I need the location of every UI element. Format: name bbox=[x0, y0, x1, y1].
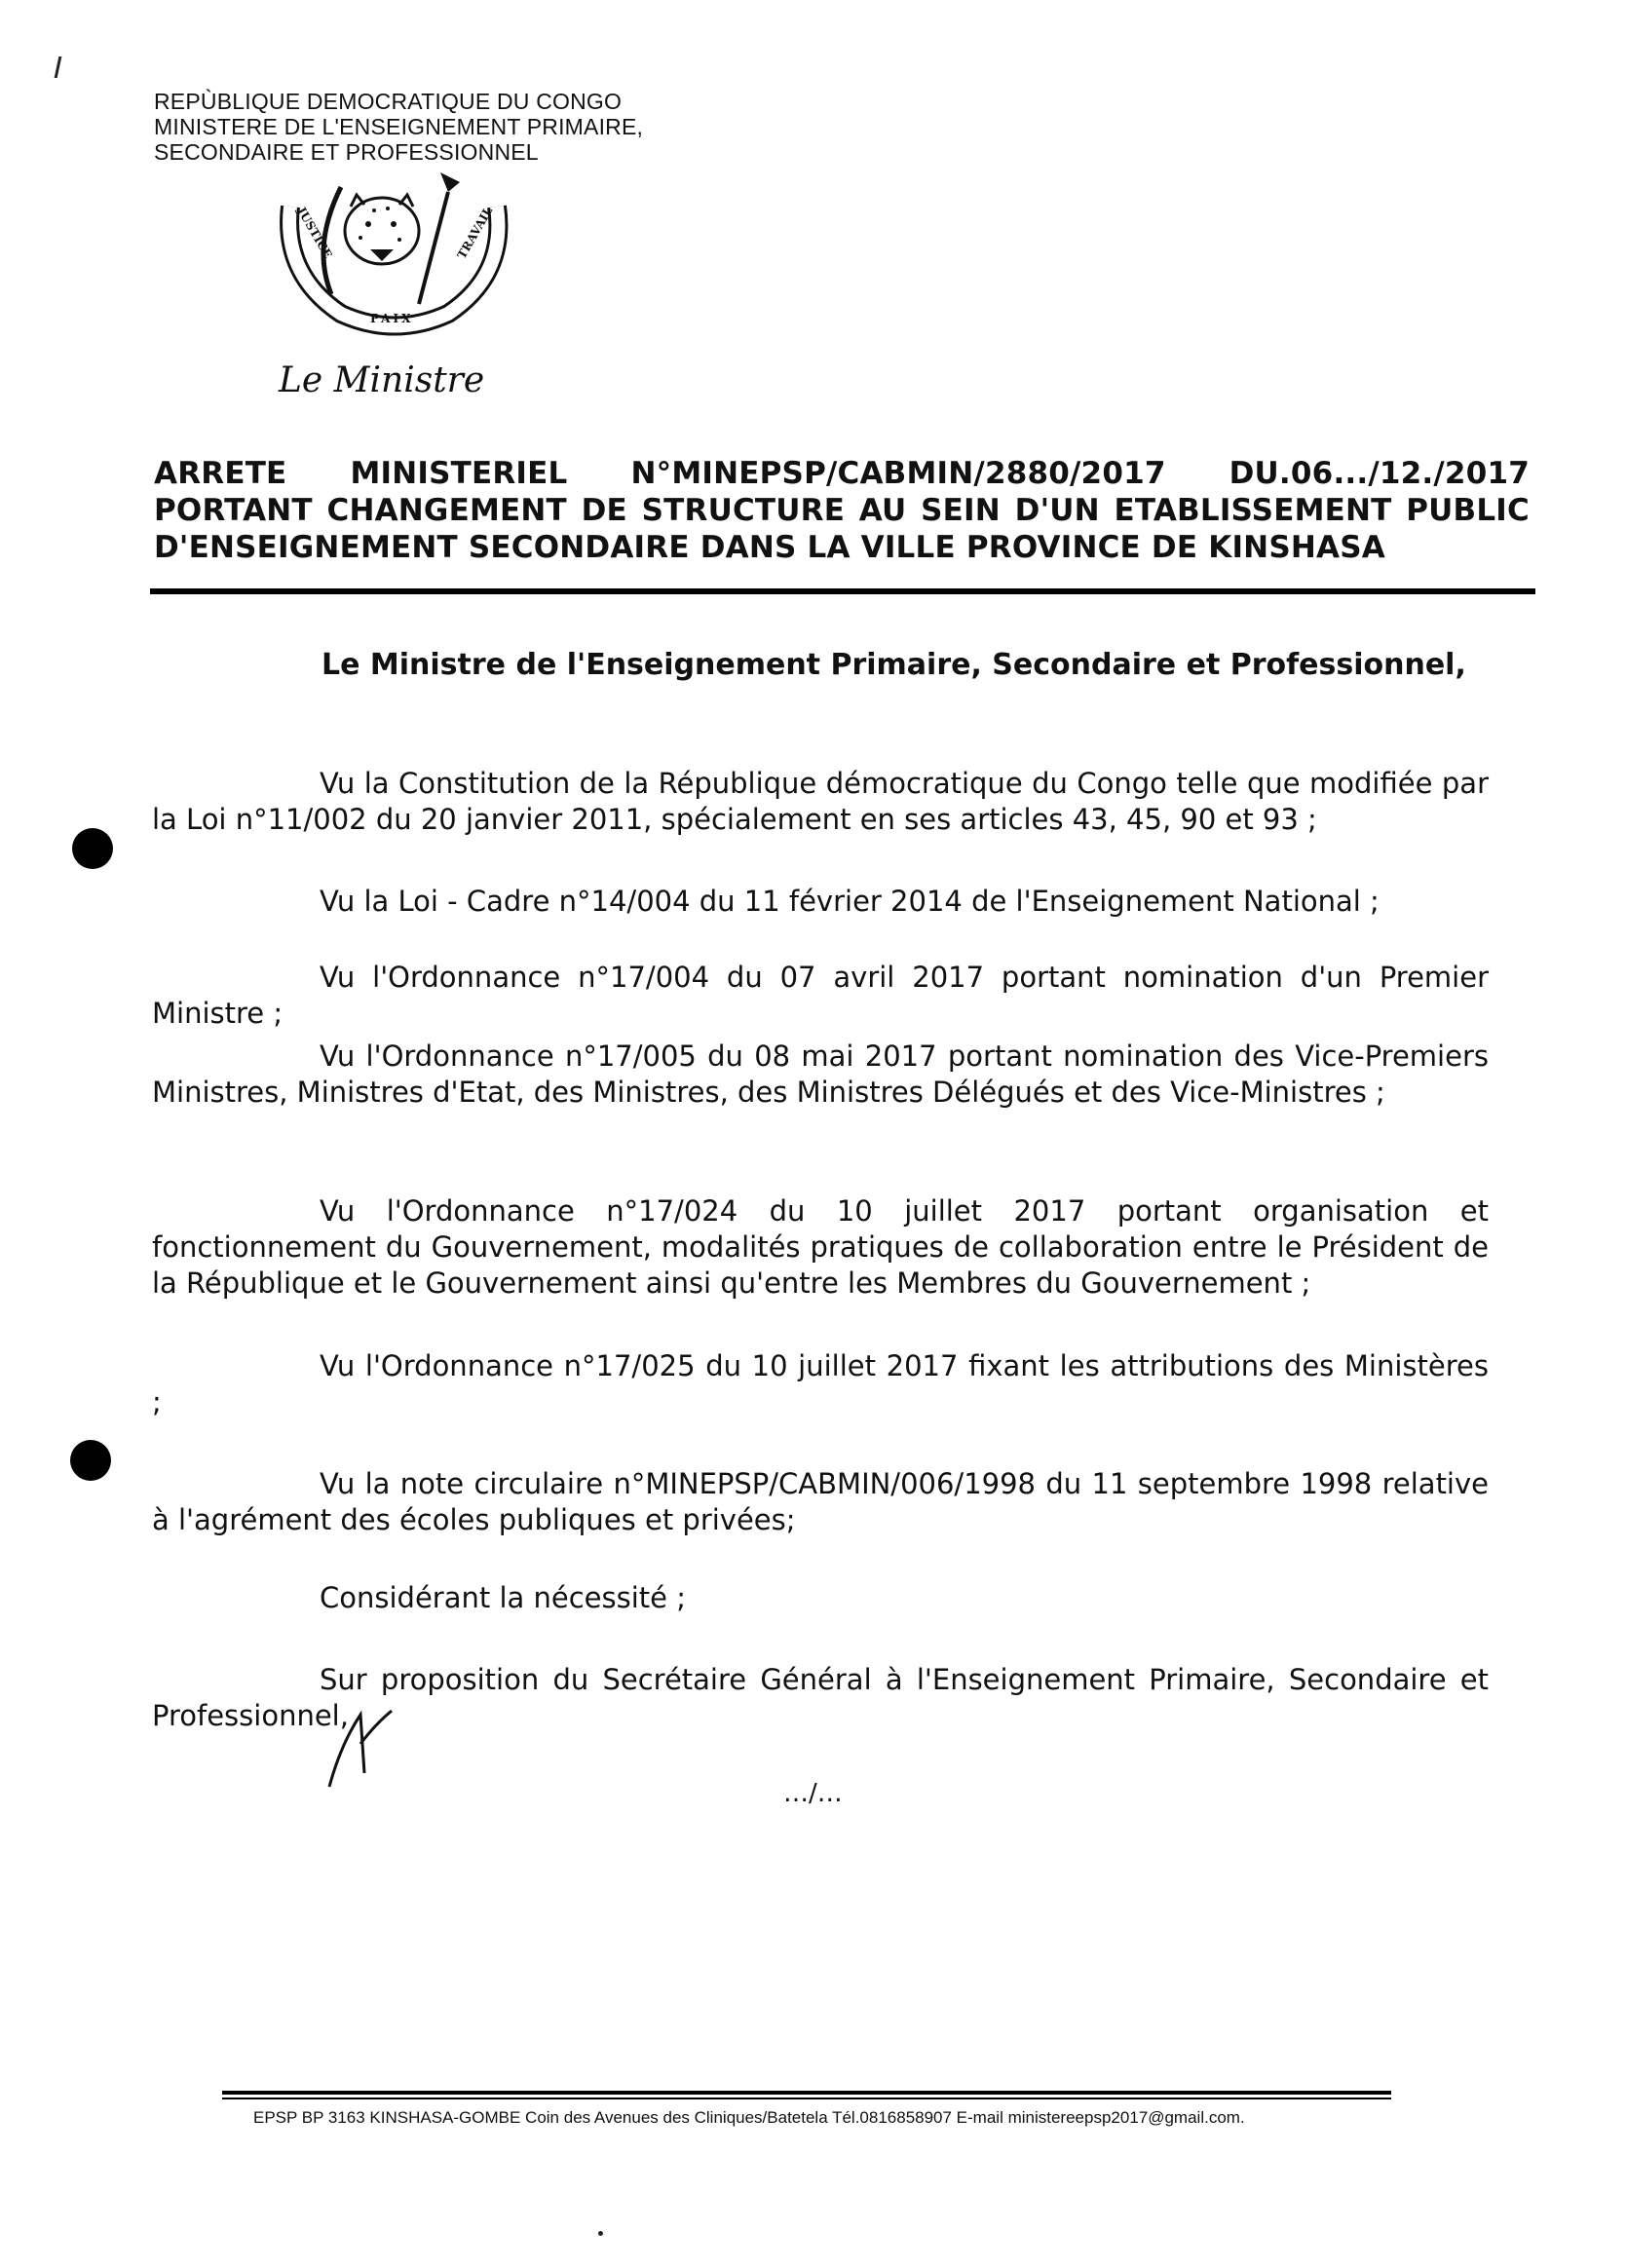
considerant-necessite: Considérant la nécessité ; bbox=[320, 1581, 686, 1614]
coat-of-arms-icon bbox=[273, 168, 516, 338]
decree-type-qualifier: MINISTERIEL bbox=[350, 456, 568, 491]
scan-mark bbox=[55, 57, 72, 78]
decree-date: DU.06.../12./2017 bbox=[1229, 456, 1531, 491]
minister-heading: Le Ministre de l'Enseignement Primaire, Secondaire et Professionnel, bbox=[321, 648, 1466, 682]
initial-paraph bbox=[321, 1705, 399, 1793]
footer-address: EPSP BP 3163 KINSHASA-GOMBE Coin des Avenues des Cliniques/Batetela Tél.0816858907 E-mail ministereepsp2017@gmail.com. bbox=[253, 2108, 1245, 2127]
motto-paix: PAIX bbox=[370, 312, 414, 325]
decree-title-line3: D'ENSEIGNEMENT SECONDAIRE DANS LA VILLE PROVINCE DE KINSHASA bbox=[154, 530, 1385, 565]
decree-type: ARRETE bbox=[154, 456, 287, 491]
republic-name: REPÙBLIQUE DEMOCRATIQUE DU CONGO bbox=[154, 89, 623, 114]
decree-number: N°MINEPSP/CABMIN/2880/2017 bbox=[630, 456, 1166, 491]
footer-rule-thick bbox=[222, 2091, 1391, 2095]
motto-travail: TRAVAIL bbox=[454, 204, 496, 262]
considerant-ordonnance-organisation: Vu l'Ordonnance n°17/024 du 10 juillet 2017 portant organisation et fonctionnement du Gouvernement, modalités pratiques de collaboration entre le Président de la République et le Gouvernement ainsi qu'entre les Membres du Gouvernement ; bbox=[152, 1194, 1489, 1300]
motto-justice: JUSTICE bbox=[294, 205, 335, 261]
ministry-name-cont: SECONDAIRE ET PROFESSIONNEL bbox=[154, 139, 539, 165]
considerant-ordonnance-premier-ministre: Vu l'Ordonnance n°17/004 du 07 avril 2017 portant nomination d'un Premier Ministre ; bbox=[152, 961, 1489, 1030]
ministry-name: MINISTERE DE L'ENSEIGNEMENT PRIMAIRE, bbox=[154, 114, 644, 139]
proposition-secretaire-general: Sur proposition du Secrétaire Général à l'Enseignement Primaire, Secondaire et Professionnel, bbox=[152, 1663, 1489, 1732]
decree-title-line2: PORTANT CHANGEMENT DE STRUCTURE AU SEIN D'UN ETABLISSEMENT PUBLIC bbox=[154, 493, 1530, 528]
title-divider bbox=[150, 588, 1535, 594]
considerant-constitution: Vu la Constitution de la République démocratique du Congo telle que modifiée par la Loi n°11/002 du 20 janvier 2011, spécialement en ses articles 43, 45, 90 et 93 ; bbox=[152, 767, 1489, 836]
continuation-mark: …/… bbox=[783, 1779, 843, 1808]
considerant-loi-cadre: Vu la Loi - Cadre n°14/004 du 11 février 2014 de l'Enseignement National ; bbox=[320, 885, 1380, 918]
punch-hole-top bbox=[72, 828, 113, 869]
footer-rule-thin bbox=[222, 2098, 1391, 2099]
considerant-ordonnance-attributions: Vu l'Ordonnance n°17/025 du 10 juillet 2017 fixant les attributions des Ministères ; bbox=[152, 1349, 1489, 1418]
punch-hole-bottom bbox=[70, 1440, 111, 1481]
considerant-note-circulaire: Vu la note circulaire n°MINEPSP/CABMIN/006/1998 du 11 septembre 1998 relative à l'agrément des écoles publiques et privées; bbox=[152, 1467, 1489, 1536]
signatory-title: Le Ministre bbox=[279, 360, 485, 400]
considerant-ordonnance-nomination: Vu l'Ordonnance n°17/005 du 08 mai 2017 portant nomination des Vice-Premiers Ministres, Ministres d'Etat, des Ministres, des Ministres Délégués et des Vice-Ministres ; bbox=[152, 1040, 1489, 1109]
scan-dot bbox=[598, 2231, 603, 2236]
decree-title-line1 bbox=[154, 454, 1530, 493]
